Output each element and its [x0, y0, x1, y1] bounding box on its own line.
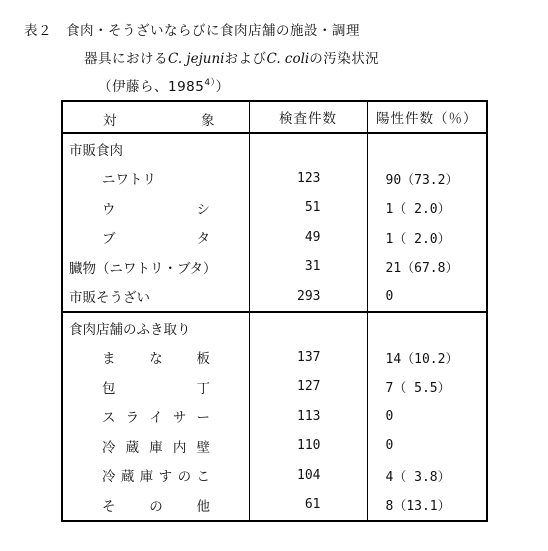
table-row	[62, 372, 487, 402]
row-label: 市販食肉	[62, 133, 249, 164]
examined-count: 127	[249, 372, 367, 402]
examined-count: 123	[249, 164, 367, 194]
row-label-spaced	[102, 198, 210, 218]
examined-count: 137	[249, 343, 367, 373]
table-source	[98, 75, 230, 95]
row-label: 市販そうざい	[62, 282, 249, 313]
table-header-row	[62, 101, 487, 133]
source-text: （伊藤ら、1985	[98, 79, 205, 95]
table-row	[62, 343, 487, 373]
row-label-char: 蔵	[120, 469, 135, 486]
positive-count: 7（ 5.5）	[385, 381, 451, 397]
positive-count: 0	[385, 438, 394, 454]
row-label-char: サ	[172, 410, 187, 427]
contamination-table	[61, 100, 488, 522]
row-label-char: 丁	[196, 380, 210, 397]
row-label	[62, 431, 249, 461]
title-text-c: の汚染状況	[309, 51, 380, 67]
header-examined: 検査件数	[249, 101, 367, 133]
positive-count: 1（ 2.0）	[385, 202, 451, 218]
table-title-line1: 食肉・そうざいならびに食肉店舗の施設・調理	[66, 23, 360, 39]
row-label	[62, 490, 249, 521]
header-object	[62, 101, 249, 133]
table-row	[62, 164, 487, 194]
row-label-char: ブ	[102, 231, 116, 248]
header-positive: 陽性件数（％）	[367, 101, 487, 133]
positive-count: 90（73.2）	[385, 172, 459, 188]
header-object-char-1: 対	[103, 113, 118, 129]
row-label	[62, 402, 249, 432]
row-label-char: こ	[196, 469, 210, 486]
row-label-char: そ	[102, 498, 116, 515]
row-label-spaced	[102, 347, 210, 367]
positive-count: 1（ 2.0）	[385, 231, 451, 247]
row-label-spaced	[102, 377, 210, 397]
examined-count: 293	[249, 282, 367, 313]
row-label-spaced	[102, 465, 210, 485]
table-row	[62, 312, 487, 343]
examined-count: 31	[249, 252, 367, 282]
row-label-char: 蔵	[125, 439, 140, 456]
row-label-char: ー	[196, 410, 210, 427]
row-label-char: ま	[102, 351, 116, 368]
row-label-spaced	[102, 495, 210, 515]
positive-count	[367, 133, 487, 164]
table-row	[62, 282, 487, 313]
header-object-char-2: 象	[201, 113, 216, 129]
row-label-char: ウ	[102, 201, 116, 218]
row-label-char: 他	[196, 498, 210, 515]
table-row	[62, 223, 487, 253]
table-caption-line2	[84, 47, 379, 67]
row-label	[62, 193, 249, 223]
examined-count: 110	[249, 431, 367, 461]
examined-count	[249, 312, 367, 343]
table-row	[62, 252, 487, 282]
species-name-1: C. jejuni	[168, 51, 225, 67]
row-label-spaced	[102, 406, 210, 426]
row-label-char: 冷	[102, 439, 116, 456]
examined-count	[249, 133, 367, 164]
row-label-char: す	[158, 469, 173, 486]
table-number: 表２	[24, 23, 52, 39]
row-label-char: 壁	[196, 439, 210, 456]
positive-count	[367, 312, 487, 343]
table-row	[62, 193, 487, 223]
row-label-spaced	[102, 436, 210, 456]
row-label	[62, 461, 249, 491]
title-text-a: 器具における	[84, 51, 168, 67]
examined-count: 113	[249, 402, 367, 432]
row-label-char: の	[149, 498, 163, 515]
row-label-char: 内	[172, 439, 187, 456]
positive-count: 4（ 3.8）	[385, 469, 451, 485]
table-row	[62, 133, 487, 164]
table-row	[62, 431, 487, 461]
positive-count: 0	[385, 408, 394, 424]
row-label-char: 板	[196, 351, 210, 368]
table-row	[62, 402, 487, 432]
table-caption-line1	[24, 19, 360, 39]
source-close: ）	[215, 79, 230, 95]
row-label-char: ラ	[125, 410, 140, 427]
row-label-char: イ	[149, 410, 163, 427]
examined-count: 49	[249, 223, 367, 253]
row-label-char: シ	[196, 201, 210, 218]
row-label-char: の	[177, 469, 192, 486]
row-label: 臓物（ニワトリ・ブタ）	[62, 252, 249, 282]
row-label: 食肉店舗のふき取り	[62, 312, 249, 343]
row-label-char: 庫	[139, 469, 154, 486]
title-text-b: および	[224, 51, 267, 67]
row-label-char: 包	[102, 380, 116, 397]
table-row	[62, 490, 487, 521]
row-label-char: ス	[102, 410, 116, 427]
row-label	[62, 223, 249, 253]
row-label-char: タ	[196, 231, 210, 248]
species-name-2: C. coli	[266, 51, 310, 67]
positive-count: 8（13.1）	[385, 499, 451, 515]
positive-count: 21（67.8）	[385, 261, 459, 277]
positive-count: 14（10.2）	[385, 351, 459, 367]
row-label: ニワトリ	[62, 164, 249, 194]
row-label	[62, 343, 249, 373]
row-label-spaced	[102, 227, 210, 247]
examined-count: 51	[249, 193, 367, 223]
reference-marker: 4）	[204, 78, 216, 88]
row-label-char: 冷	[102, 469, 116, 486]
examined-count: 61	[249, 490, 367, 521]
row-label-char: 庫	[149, 439, 163, 456]
row-label	[62, 372, 249, 402]
positive-count: 0	[385, 288, 394, 304]
table-body	[62, 133, 487, 521]
table-row	[62, 461, 487, 491]
row-label-char: な	[149, 351, 163, 368]
examined-count: 104	[249, 461, 367, 491]
